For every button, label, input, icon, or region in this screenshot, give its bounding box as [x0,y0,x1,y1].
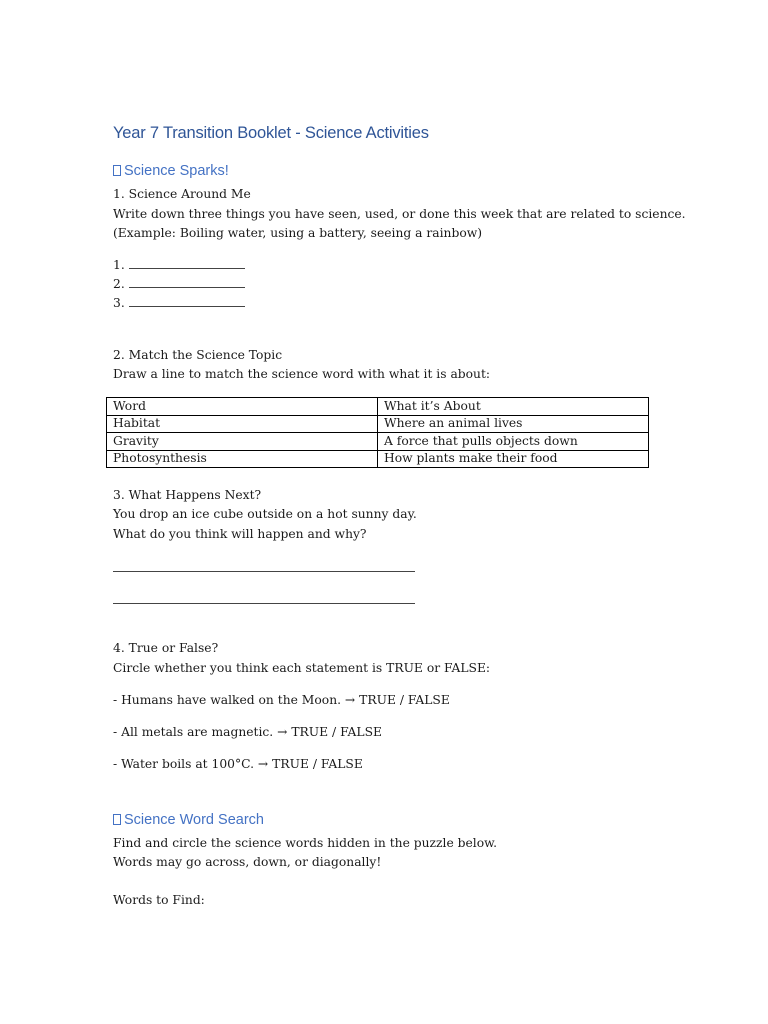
table-cell-word: Gravity [107,433,378,451]
question-4-title: 4. True or False? [113,641,219,655]
question-3-line-2: What do you think will happen and why? [113,527,367,541]
answer-line-q3-1[interactable] [113,571,415,572]
answer-line-q3-2[interactable] [113,603,415,604]
answer-line-1[interactable] [113,257,245,273]
section-heading-word-search [113,812,264,828]
table-row [107,433,649,451]
statement-1: - Humans have walked on the Moon. → TRUE / FALSE [113,693,450,707]
word-search-instruction-1: Find and circle the science words hidden in the puzzle below. [113,836,498,850]
section-heading-science-sparks [113,163,229,179]
question-1-instruction: Write down three things you have seen, used, or done this week that are related to science. [113,207,686,221]
page-title: Year 7 Transition Booklet - Science Activities [113,124,429,142]
word-search-instruction-2: Words may go across, down, or diagonally! [113,855,382,869]
question-2-title: 2. Match the Science Topic [113,348,283,362]
missing-glyph-icon [113,814,121,825]
answer-blank[interactable] [129,276,245,288]
missing-glyph-icon [113,165,121,176]
statement-2: - All metals are magnetic. → TRUE / FALSE [113,725,383,739]
answer-line-3[interactable] [113,295,245,311]
answer-number: 2. [113,277,125,291]
question-1-example: (Example: Boiling water, using a battery, seeing a rainbow) [113,226,483,240]
table-header-about: What it’s About [378,398,649,416]
table-header-row [107,398,649,416]
words-to-find-label: Words to Find: [113,893,205,907]
statement-3: - Water boils at 100°C. → TRUE / FALSE [113,757,363,771]
table-cell-word: Habitat [107,415,378,433]
question-3-title: 3. What Happens Next? [113,488,262,502]
question-4-instruction: Circle whether you think each statement is TRUE or FALSE: [113,661,491,675]
question-1-title: 1. Science Around Me [113,187,251,201]
table-row [107,415,649,433]
answer-number: 1. [113,258,125,272]
table-cell-about: How plants make their food [378,450,649,468]
table-row [107,450,649,468]
section-heading-text: Science Word Search [124,812,264,828]
question-2-instruction: Draw a line to match the science word with what it is about: [113,367,491,381]
section-heading-text: Science Sparks! [124,163,229,179]
answer-blank[interactable] [129,295,245,307]
answer-line-2[interactable] [113,276,245,292]
table-cell-about: Where an animal lives [378,415,649,433]
table-cell-about: A force that pulls objects down [378,433,649,451]
answer-number: 3. [113,296,125,310]
table-cell-word: Photosynthesis [107,450,378,468]
match-table [106,397,649,468]
question-3-line-1: You drop an ice cube outside on a hot sunny day. [113,507,417,521]
answer-blank[interactable] [129,257,245,269]
table-header-word: Word [107,398,378,416]
